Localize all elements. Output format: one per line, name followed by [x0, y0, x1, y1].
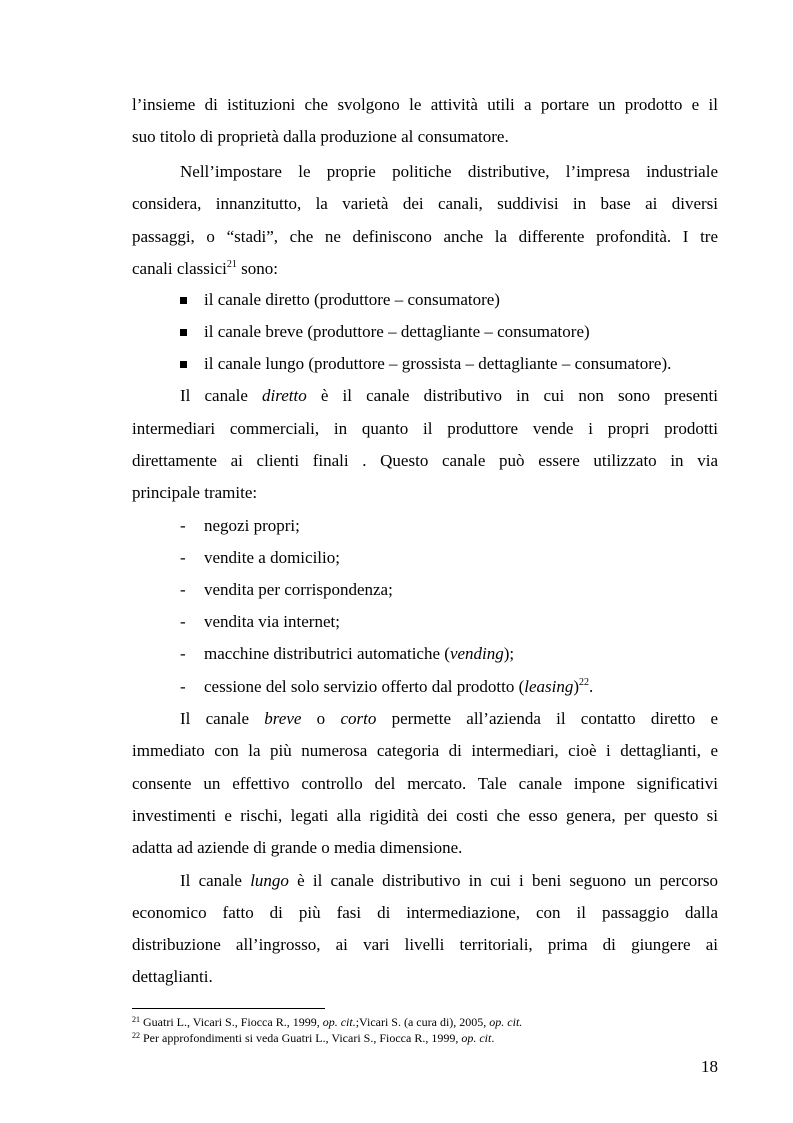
dash-text: vendite a domicilio; — [204, 548, 340, 567]
dash-marker: - — [180, 516, 186, 535]
text-line — [180, 709, 718, 729]
text-run: ); — [503, 644, 515, 663]
text-line: suo titolo di proprietà dalla produzione al consumatore. — [132, 127, 509, 146]
text-run: cessione del solo servizio offerto dal prodotto ( — [204, 677, 525, 696]
footnote-number: 22 — [132, 1031, 140, 1040]
text-run: permette all’azienda il contatto diretto e — [376, 709, 718, 728]
text-line: immediato con la più numerosa categoria di intermediari, cioè i dettaglianti, e — [132, 741, 718, 760]
dash-marker: - — [180, 580, 186, 599]
text-run: Per approfondimenti si veda Guatri L., Vicari S., Fiocca R., 1999, — [140, 1031, 462, 1045]
text-line: dettaglianti. — [132, 967, 213, 986]
footnote-separator — [132, 1008, 325, 1009]
text-run: è il canale distributivo in cui non sono presenti — [306, 386, 718, 405]
footnote-ref[interactable]: 21 — [226, 259, 237, 270]
text-line: distribuzione all’ingrosso, ai vari livelli territoriali, prima di giungere ai — [132, 935, 718, 954]
emphasis: lungo — [250, 871, 289, 890]
text-line: passaggi, o “stadi”, che ne definiscono anche la differente profondità. I tre — [132, 227, 718, 246]
text-line: considera, innanzitutto, la varietà dei canali, suddivisi in base ai diversi — [132, 194, 718, 213]
text-run: Il canale — [180, 709, 265, 728]
text-run: Guatri L., Vicari S., Fiocca R., 1999, — [140, 1015, 323, 1029]
footnote-21 — [132, 1015, 522, 1029]
footnote-22 — [132, 1031, 494, 1045]
text-run: ;Vicari S. (a cura di), 2005, — [355, 1015, 490, 1029]
emphasis: op. cit. — [489, 1015, 523, 1029]
text-run: Il canale — [180, 386, 263, 405]
text-run: macchine distributrici automatiche ( — [204, 644, 450, 663]
dash-text — [204, 644, 514, 664]
emphasis: breve — [264, 709, 302, 728]
dash-text: vendita via internet; — [204, 612, 340, 631]
emphasis: op. cit — [461, 1031, 492, 1045]
dash-marker: - — [180, 677, 186, 696]
page-number: 18 — [701, 1057, 718, 1076]
text-line: investimenti e rischi, legati alla rigidità dei costi che esso genera, per questo si — [132, 806, 718, 825]
emphasis: diretto — [262, 386, 307, 405]
text-run: ) — [573, 677, 580, 696]
text-run: canali classici — [132, 259, 227, 278]
dash-marker: - — [180, 548, 186, 567]
footnote-number: 21 — [132, 1015, 140, 1024]
dash-marker: - — [180, 644, 186, 663]
text-run: . — [491, 1031, 495, 1045]
dash-marker: - — [180, 612, 186, 631]
emphasis: op. cit. — [322, 1015, 356, 1029]
text-run: o — [301, 709, 341, 728]
emphasis: vending — [449, 644, 504, 663]
text-line — [180, 871, 718, 891]
text-line: intermediari commerciali, in quanto il produttore vende i propri prodotti — [132, 419, 718, 438]
emphasis: leasing — [524, 677, 574, 696]
text-run: Il canale — [180, 871, 251, 890]
text-line — [180, 386, 718, 406]
bullet-text: il canale lungo (produttore – grossista – dettagliante – consumatore). — [204, 354, 672, 373]
text-line: l’insieme di istituzioni che svolgono le attività utili a portare un prodotto e il — [132, 95, 718, 114]
bullet-text: il canale breve (produttore – dettagliante – consumatore) — [204, 322, 590, 341]
square-bullet-icon — [180, 361, 187, 368]
text-line: Nell’impostare le proprie politiche distributive, l’impresa industriale — [180, 162, 718, 181]
text-line: direttamente ai clienti finali . Questo canale può essere utilizzato in via — [132, 451, 718, 470]
text-line: principale tramite: — [132, 483, 258, 502]
text-run: . — [589, 677, 594, 696]
dash-text: vendita per corrispondenza; — [204, 580, 393, 599]
text-run: sono: — [236, 259, 278, 278]
text-line: adatta ad aziende di grande o media dimensione. — [132, 838, 463, 857]
dash-text: negozi propri; — [204, 516, 300, 535]
text-line: consente un effettivo controllo del mercato. Tale canale impone significativi — [132, 774, 718, 793]
dash-text — [204, 677, 593, 697]
text-line — [132, 259, 718, 279]
footnote-ref[interactable]: 22 — [579, 677, 590, 688]
square-bullet-icon — [180, 329, 187, 336]
text-run: è il canale distributivo in cui i beni seguono un percorso — [288, 871, 718, 890]
text-line: economico fatto di più fasi di intermediazione, con il passaggio dalla — [132, 903, 718, 922]
emphasis: corto — [340, 709, 377, 728]
square-bullet-icon — [180, 297, 187, 304]
bullet-text: il canale diretto (produttore – consumatore) — [204, 290, 500, 309]
